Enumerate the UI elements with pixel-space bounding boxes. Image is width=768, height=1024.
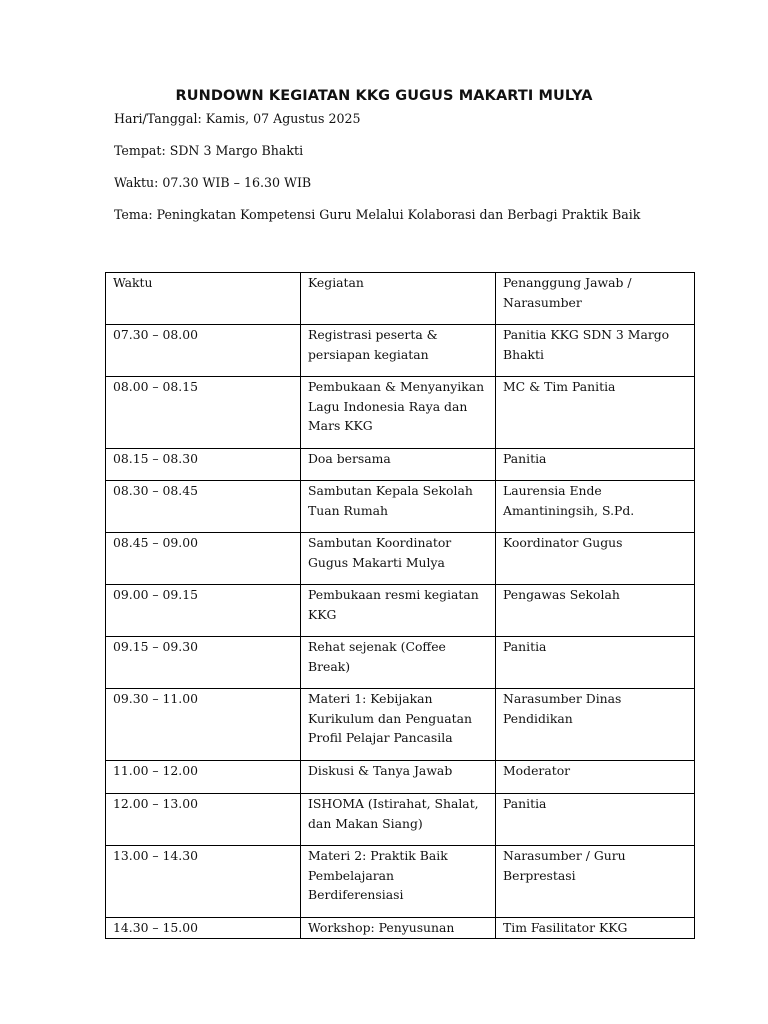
cell-waktu: 09.30 – 11.00 bbox=[106, 689, 301, 761]
table-row bbox=[106, 533, 695, 585]
meta-date: Hari/Tanggal: Kamis, 07 Agustus 2025 bbox=[114, 111, 361, 126]
table-row bbox=[106, 481, 695, 533]
cell-waktu: 12.00 – 13.00 bbox=[106, 794, 301, 846]
table-row bbox=[106, 794, 695, 846]
cell-penanggung-jawab: Pengawas Sekolah bbox=[496, 585, 695, 637]
document-title: RUNDOWN KEGIATAN KKG GUGUS MAKARTI MULYA bbox=[175, 88, 593, 104]
meta-location: Tempat: SDN 3 Margo Bhakti bbox=[114, 143, 304, 158]
cell-penanggung-jawab: Narasumber / Guru Berprestasi bbox=[496, 846, 695, 918]
cell-penanggung-jawab: Narasumber Dinas Pendidikan bbox=[496, 689, 695, 761]
cell-penanggung-jawab: Panitia KKG SDN 3 Margo Bhakti bbox=[496, 325, 695, 377]
cell-kegiatan: Sambutan Koordinator Gugus Makarti Mulya bbox=[301, 533, 496, 585]
table-row bbox=[106, 449, 695, 481]
header-kegiatan: Kegiatan bbox=[301, 273, 496, 325]
cell-kegiatan: Materi 1: Kebijakan Kurikulum dan Penguatan Profil Pelajar Pancasila bbox=[301, 689, 496, 761]
header-waktu: Waktu bbox=[106, 273, 301, 325]
cell-kegiatan: Workshop: Penyusunan bbox=[301, 918, 496, 939]
table-header-row bbox=[106, 273, 695, 325]
cell-kegiatan: Diskusi & Tanya Jawab bbox=[301, 761, 496, 794]
cell-penanggung-jawab: Panitia bbox=[496, 637, 695, 689]
cell-kegiatan: Pembukaan & Menyanyikan Lagu Indonesia Raya dan Mars KKG bbox=[301, 377, 496, 449]
cell-penanggung-jawab: Panitia bbox=[496, 794, 695, 846]
table-row bbox=[106, 761, 695, 794]
cell-penanggung-jawab: Laurensia Ende Amantiningsih, S.Pd. bbox=[496, 481, 695, 533]
cell-kegiatan: Materi 2: Praktik Baik Pembelajaran Berdiferensiasi bbox=[301, 846, 496, 918]
header-penanggung-jawab: Penanggung Jawab / Narasumber bbox=[496, 273, 695, 325]
cell-kegiatan: Pembukaan resmi kegiatan KKG bbox=[301, 585, 496, 637]
cell-kegiatan: Doa bersama bbox=[301, 449, 496, 481]
cell-waktu: 08.15 – 08.30 bbox=[106, 449, 301, 481]
table-row bbox=[106, 377, 695, 449]
table-row bbox=[106, 846, 695, 918]
cell-waktu: 09.15 – 09.30 bbox=[106, 637, 301, 689]
cell-waktu: 08.30 – 08.45 bbox=[106, 481, 301, 533]
cell-waktu: 07.30 – 08.00 bbox=[106, 325, 301, 377]
cell-penanggung-jawab: Moderator bbox=[496, 761, 695, 794]
cell-waktu: 14.30 – 15.00 bbox=[106, 918, 301, 939]
meta-theme: Tema: Peningkatan Kompetensi Guru Melalui Kolaborasi dan Berbagi Praktik Baik bbox=[114, 207, 641, 222]
cell-waktu: 08.00 – 08.15 bbox=[106, 377, 301, 449]
table-row bbox=[106, 325, 695, 377]
cell-waktu: 13.00 – 14.30 bbox=[106, 846, 301, 918]
cell-penanggung-jawab: Panitia bbox=[496, 449, 695, 481]
table-row bbox=[106, 689, 695, 761]
table-row bbox=[106, 918, 695, 939]
cell-kegiatan: Registrasi peserta & persiapan kegiatan bbox=[301, 325, 496, 377]
table-row bbox=[106, 637, 695, 689]
table-row bbox=[106, 585, 695, 637]
cell-waktu: 09.00 – 09.15 bbox=[106, 585, 301, 637]
cell-waktu: 11.00 – 12.00 bbox=[106, 761, 301, 794]
cell-kegiatan: ISHOMA (Istirahat, Shalat, dan Makan Siang) bbox=[301, 794, 496, 846]
cell-penanggung-jawab: Koordinator Gugus bbox=[496, 533, 695, 585]
rundown-table bbox=[105, 272, 695, 939]
meta-time: Waktu: 07.30 WIB – 16.30 WIB bbox=[114, 175, 312, 190]
cell-penanggung-jawab: Tim Fasilitator KKG bbox=[496, 918, 695, 939]
cell-kegiatan: Sambutan Kepala Sekolah Tuan Rumah bbox=[301, 481, 496, 533]
cell-penanggung-jawab: MC & Tim Panitia bbox=[496, 377, 695, 449]
cell-kegiatan: Rehat sejenak (Coffee Break) bbox=[301, 637, 496, 689]
cell-waktu: 08.45 – 09.00 bbox=[106, 533, 301, 585]
